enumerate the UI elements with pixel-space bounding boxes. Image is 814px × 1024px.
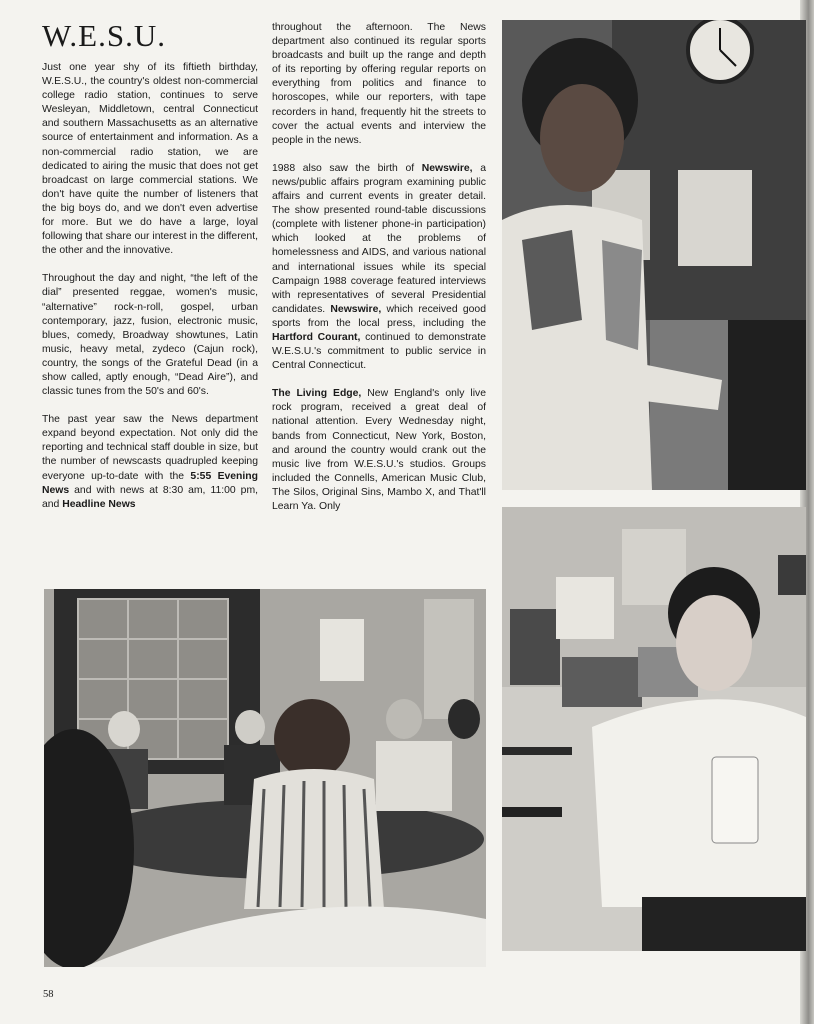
text-run: which received good sports from the local press, including the: [272, 303, 486, 329]
paragraph: Throughout the day and night, “the left of the dial” presented reggae, women's music, “alternative” rock-n-roll, gospel, urban contemporary, jazz, fusion, electronic music, blues, comedy, Broadway showtunes, Latin music, heavy metal, zydeco (Cajun rock), country, the songs of the Grateful Dead (in a show called, aptly enough, “Dead Aire”), and classic tunes from the 50's and 60's.: [42, 273, 258, 398]
paragraph: [272, 162, 486, 373]
bold-run: Headline News: [62, 498, 136, 510]
bold-run: Hartford Courant,: [272, 331, 361, 343]
paragraph: [272, 387, 486, 514]
paragraph: throughout the afternoon. The News department also continued its regular sports broadcasts and built up the range and depth of its reporting by offering regular reports on everything from politics and finance to horoscopes, while our reporters, with tape recorders in hand, frequently hit the streets to cover the actual events and interview the people in the news.: [272, 22, 486, 146]
bold-run: 5:55 Evening News: [42, 470, 258, 496]
photo-illustration: [502, 20, 806, 490]
bold-run: The Living Edge,: [272, 388, 362, 400]
text-run: The past year saw the News department expand beyond expectation. Not only did the reporting and technical staff double in size, but the number of newscasts quadrupled keeping everyone up-to-date with the: [42, 414, 258, 482]
photo-illustration: [502, 507, 806, 951]
paragraph: [42, 413, 258, 512]
photo-woman-at-studio-console: [502, 20, 806, 490]
left-text-column: [42, 61, 258, 526]
bold-run: Newswire,: [421, 162, 473, 174]
page-number: 58: [43, 989, 54, 1000]
paragraph: Just one year shy of its fiftieth birthday, W.E.S.U., the country's oldest non-commercial college radio station, continues to serve Wesleyan, Middletown, central Connecticut and southern Massachusetts as an alternative source of entertainment and information. As a non-commercial radio station, we are dedicated to airing the music that does not get broadcast on large commercial stations. We don't have quite the number of listeners that the big boys do, and we don't even advertise for more. But we do have a large, loyal following that share our interest in the different, the other and the innovative.: [42, 62, 258, 257]
photo-illustration: [44, 589, 486, 967]
bold-run: Newswire,: [330, 303, 382, 315]
text-run: a news/public affairs program examining public affairs and current events in greater detail. The show presented round-table discussions (complete with listener phone-in participation) which looked at the problems of homelessness and AIDS, and various national and international issues while its special Campaign 1988 coverage featured interviews with representatives of several Presidential candidates.: [272, 162, 486, 315]
photo-round-table-discussion: [44, 589, 486, 967]
text-run: continued to demonstrate W.E.S.U.'s commitment to public service in Central Connecticut.: [272, 331, 486, 372]
article-title: W.E.S.U.: [42, 18, 166, 53]
middle-text-column: [272, 21, 486, 528]
photo-man-holding-cup: [502, 507, 806, 951]
text-run: 1988 also saw the birth of: [272, 162, 422, 174]
text-run: New England's only live rock program, received a great deal of national attention. Every Wednesday night, bands from Connecticut, New York, Boston, and around the country would crank out the music live from W.E.S.U.'s studios. Groups included the Connells, American Music Club, The Silos, Original Sins, Mambo X, and That'll Learn Ya. Only: [272, 388, 486, 512]
text-run: and with news at 8:30 am, 11:00 pm, and: [42, 484, 258, 510]
